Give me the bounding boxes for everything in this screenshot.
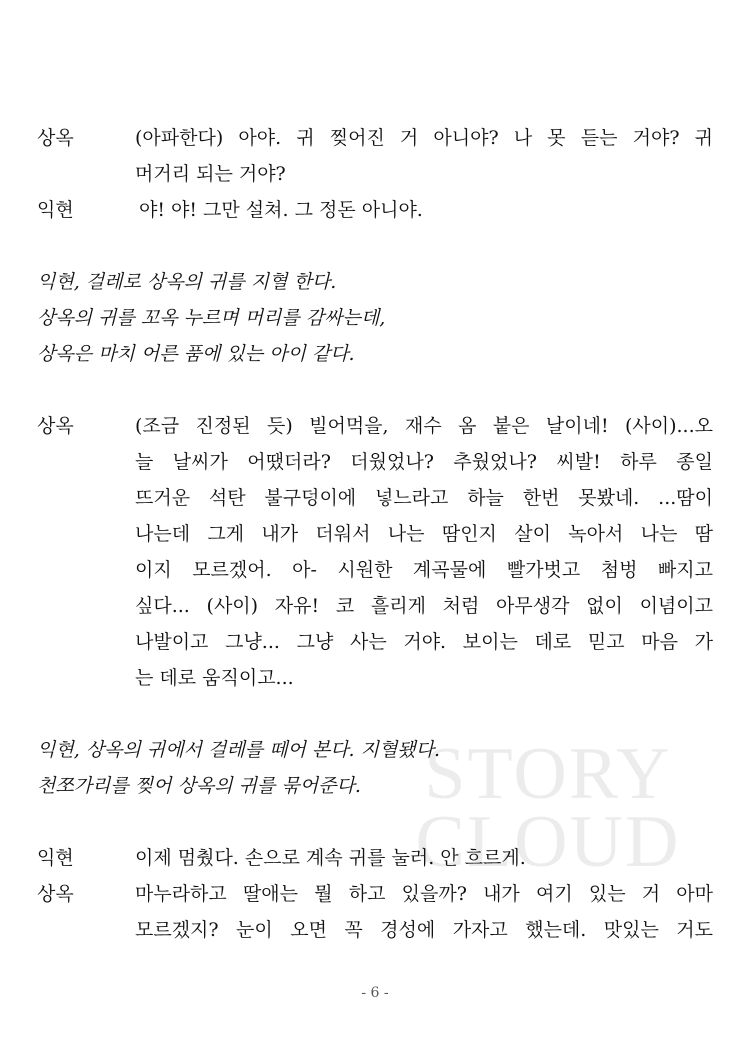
speaker-name: 상옥 (37, 883, 74, 905)
stage-direction: 익현, 상옥의 귀에서 걸레를 떼어 본다. 지혈됐다. (37, 739, 441, 761)
stage-direction: 상옥은 마치 어른 품에 있는 아이 같다. (37, 343, 355, 365)
dialogue-line (37, 480, 713, 516)
dialogue-text: 뜨거운 석탄 불구덩이에 넣느라고 하늘 한번 못봤네. ...땀이 (135, 487, 713, 509)
dialogue-line (37, 552, 713, 588)
dialogue-text: 야! 야! 그만 설쳐. 그 정돈 아니야. (139, 199, 423, 221)
dialogue-line (37, 192, 713, 228)
dialogue-text: (아파한다) 아야. 귀 찢어진 거 아니야? 나 못 듣는 거야? 귀 (135, 127, 713, 149)
dialogue-text: 이제 멈췄다. 손으로 계속 귀를 눌러. 안 흐르게. (135, 847, 526, 869)
dialogue-text: 싶다... (사이) 자유! 코 흘리게 처럼 아무생각 없이 이념이고 (135, 595, 713, 617)
dialogue-text: 이지 모르겠어. 아- 시원한 계곡물에 빨가벗고 첨벙 빠지고 (135, 559, 713, 581)
dialogue-text: 머거리 되는 거야? (135, 163, 286, 185)
dialogue-line (37, 876, 713, 912)
speaker-name: 익현 (37, 199, 74, 221)
page-number: - 6 - (361, 985, 389, 1001)
speaker-name: 상옥 (37, 415, 74, 437)
speaker-name: 익현 (37, 847, 74, 869)
dialogue-line (37, 120, 713, 156)
dialogue-line (37, 588, 713, 624)
stage-direction: 익현, 걸레로 상옥의 귀를 지혈 한다. (37, 271, 337, 293)
watermark-line-1: STORY (424, 733, 672, 815)
stage-direction: 상옥의 귀를 꼬옥 누르며 머리를 감싸는데, (37, 307, 386, 329)
watermark-line-2: CLOUD (415, 801, 681, 883)
dialogue-text: 는 데로 움직이고... (135, 667, 294, 689)
dialogue-line (37, 840, 713, 876)
dialogue-line (37, 408, 713, 444)
dialogue-text: (조금 진정된 듯) 빌어먹을, 재수 옴 붙은 날이네! (사이)...오 (135, 415, 713, 437)
dialogue-line (37, 516, 713, 552)
dialogue-line (37, 156, 713, 192)
dialogue-text: 마누라하고 딸애는 뭘 하고 있을까? 내가 여기 있는 거 아마 (135, 883, 713, 905)
dialogue-line (37, 660, 713, 696)
dialogue-line (37, 444, 713, 480)
speaker-name: 상옥 (37, 127, 74, 149)
dialogue-text: 늘 날씨가 어땠더라? 더웠었나? 추웠었나? 씨발! 하루 종일 (135, 451, 713, 473)
dialogue-line (37, 912, 713, 948)
dialogue-text: 나는데 그게 내가 더워서 나는 땀인지 살이 녹아서 나는 땀 (135, 523, 713, 545)
dialogue-line (37, 624, 713, 660)
dialogue-text: 모르겠지? 눈이 오면 꼭 경성에 가자고 했는데. 맛있는 거도 (135, 919, 713, 941)
dialogue-text: 나발이고 그냥... 그냥 사는 거야. 보이는 데로 믿고 마음 가 (135, 631, 713, 653)
stage-direction: 천쪼가리를 찢어 상옥의 귀를 묶어준다. (37, 775, 361, 797)
